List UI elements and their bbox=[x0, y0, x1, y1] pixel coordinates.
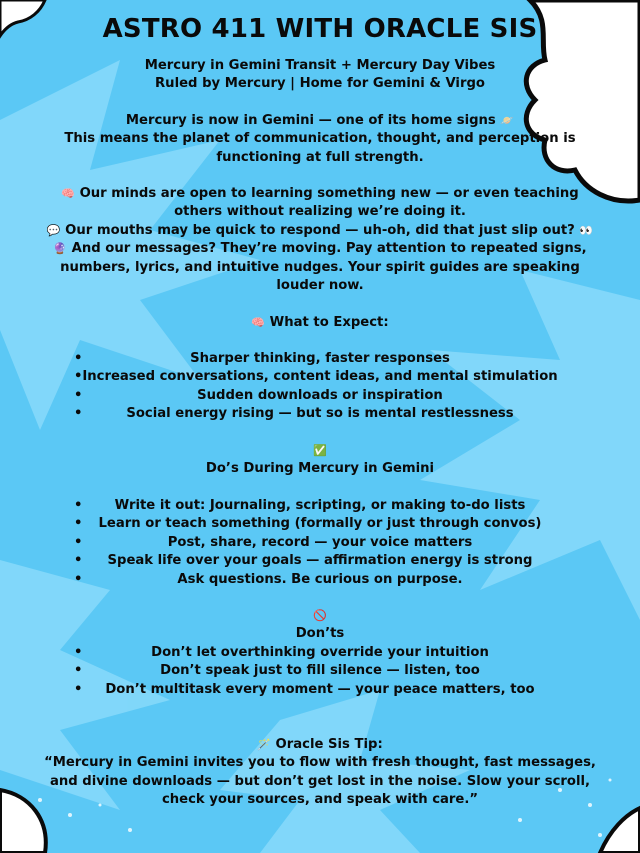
planet-icon: 🪐 bbox=[500, 114, 515, 127]
tip-line-1: “Mercury in Gemini invites you to flow with fresh thought, fast messages, bbox=[44, 755, 596, 771]
vibes-text-3: Our mouths may be quick to respond — uh-oh, did that just slip out? bbox=[65, 222, 575, 238]
donts-heading-text: Don’ts bbox=[295, 626, 345, 642]
vibes-line-2: others without realizing we’re doing it. bbox=[174, 204, 466, 220]
eyes-icon: 👀 bbox=[579, 223, 594, 237]
list-item: • Post, share, record — your voice matters bbox=[0, 534, 640, 552]
crystal-ball-icon: 🔮 bbox=[53, 242, 68, 256]
prohibited-icon: 🚫 bbox=[313, 609, 327, 622]
bullet: • bbox=[74, 498, 83, 513]
expect-list bbox=[0, 350, 640, 424]
list-item: • Speak life over your goals — affirmation energy is strong bbox=[0, 552, 640, 570]
brain-icon: 🧠 bbox=[61, 187, 75, 200]
bullet: • bbox=[74, 663, 83, 679]
donts-heading bbox=[0, 607, 640, 644]
magic-wand-icon: 🪄 bbox=[257, 738, 271, 751]
tip-line-3: check your sources, and speak with care.” bbox=[161, 792, 479, 808]
vibes-text-1: Our minds are open to learning something new — or even teaching bbox=[79, 186, 579, 201]
dos-heading-text: Do’s During Mercury in Gemini bbox=[205, 461, 435, 477]
expect-heading-text: What to Expect: bbox=[269, 315, 389, 330]
bullet: • bbox=[74, 351, 83, 366]
dos-heading bbox=[0, 442, 640, 479]
list-item: • Increased conversations, content ideas, and mental stimulation bbox=[0, 368, 640, 386]
list-item: • Social energy rising — but so is mental restlessness bbox=[0, 405, 640, 423]
subtitle-line-1: Mercury in Gemini Transit + Mercury Day Vibes bbox=[144, 58, 496, 73]
bullet: • bbox=[74, 534, 83, 550]
vibes-paragraph bbox=[0, 185, 640, 295]
intro-line-1 bbox=[0, 112, 640, 130]
bullet: • bbox=[74, 681, 83, 697]
bullet: • bbox=[74, 387, 83, 403]
list-item: • Ask questions. Be curious on purpose. bbox=[0, 571, 640, 589]
vibes-line-4 bbox=[0, 240, 640, 258]
brain-icon: 🧠 bbox=[251, 316, 266, 329]
donts-list bbox=[0, 644, 640, 699]
intro-paragraph bbox=[0, 112, 640, 167]
vibes-line-6: louder now. bbox=[276, 278, 364, 294]
intro-line-2: This means the planet of communication, thought, and perception is bbox=[64, 131, 576, 147]
vibes-line-3 bbox=[0, 222, 640, 240]
vibes-line-1 bbox=[0, 185, 640, 203]
subtitle-line-2: Ruled by Mercury | Home for Gemini & Virgo bbox=[155, 76, 485, 92]
bullet: • bbox=[74, 645, 83, 660]
expect-heading bbox=[0, 314, 640, 332]
page-title: ASTRO 411 WITH ORACLE SIS bbox=[102, 14, 538, 44]
list-item: • Don’t multitask every moment — your peace matters, too bbox=[0, 681, 640, 699]
dos-list bbox=[0, 497, 640, 589]
vibes-line-5: numbers, lyrics, and intuitive nudges. Your spirit guides are speaking bbox=[60, 259, 580, 275]
subtitle bbox=[0, 57, 640, 94]
vibes-text-4: And our messages? They’re moving. Pay attention to repeated signs, bbox=[71, 241, 587, 257]
intro-line-3: functioning at full strength. bbox=[216, 149, 424, 165]
list-item: • Sharper thinking, faster responses bbox=[0, 350, 640, 368]
bullet: • bbox=[74, 553, 83, 569]
list-item: • Learn or teach something (formally or just through convos) bbox=[0, 515, 640, 533]
tip-heading-text: Oracle Sis Tip: bbox=[275, 737, 383, 752]
bullet: • bbox=[74, 406, 83, 422]
list-item: • Sudden downloads or inspiration bbox=[0, 387, 640, 405]
tip-section bbox=[0, 736, 640, 810]
tip-line-2: and divine downloads — but don’t get lost in the noise. Slow your scroll, bbox=[49, 773, 590, 789]
tip-heading bbox=[0, 736, 640, 754]
bullet: • bbox=[74, 516, 83, 532]
check-mark-icon: ✅ bbox=[313, 444, 327, 457]
bullet: • bbox=[74, 571, 83, 587]
list-item: • Don’t speak just to fill silence — listen, too bbox=[0, 662, 640, 680]
list-item: • Write it out: Journaling, scripting, or making to-do lists bbox=[0, 497, 640, 515]
list-item: • Don’t let overthinking override your intuition bbox=[0, 644, 640, 662]
speech-bubble-icon: 💬 bbox=[46, 223, 61, 237]
bullet: • bbox=[74, 369, 83, 385]
intro-text-1: Mercury is now in Gemini — one of its home signs bbox=[125, 113, 496, 128]
